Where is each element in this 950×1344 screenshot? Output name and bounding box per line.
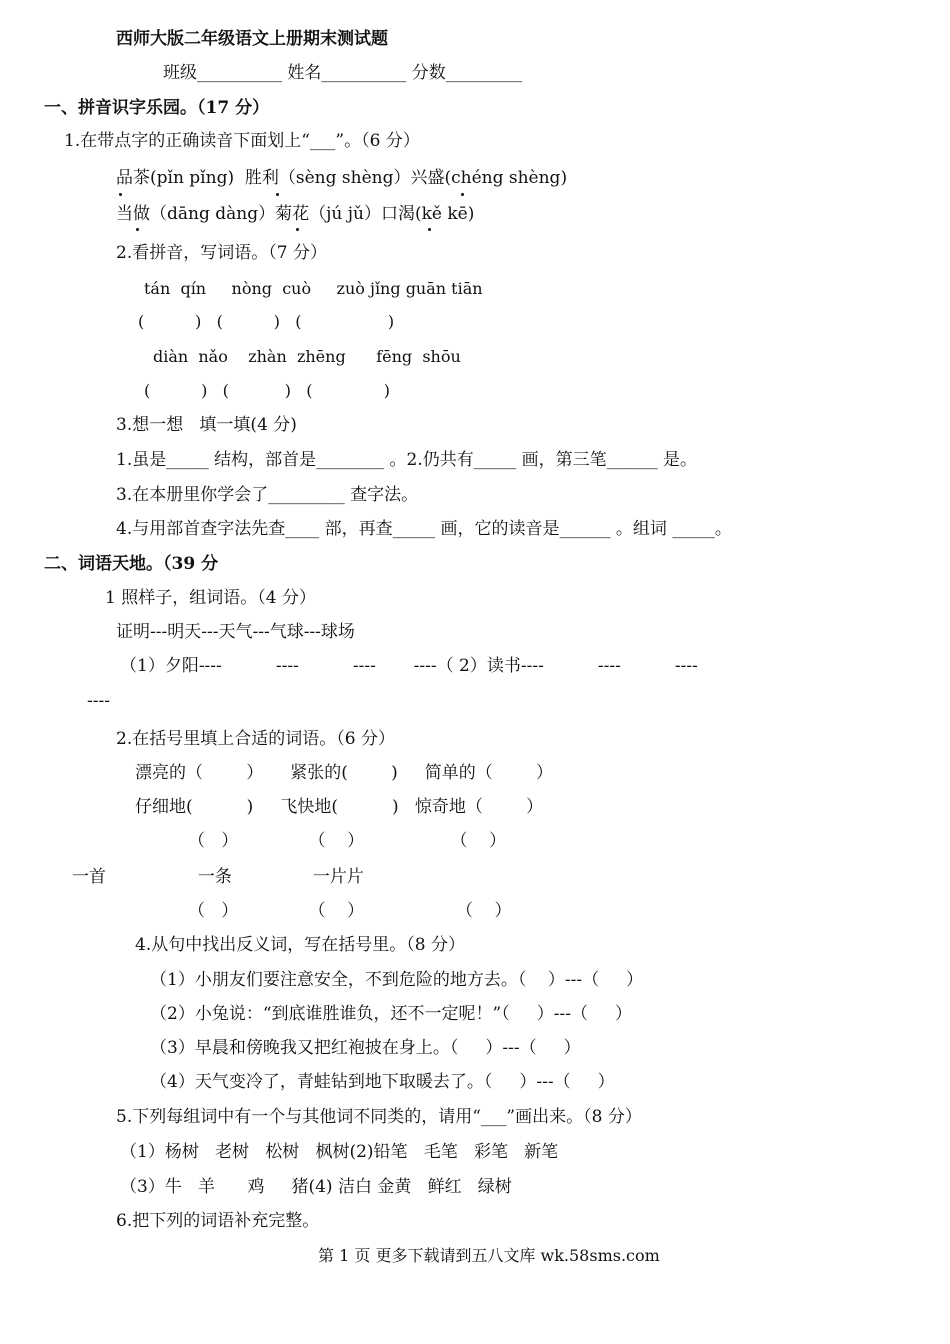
s2-q1-example: 证明---明天---天气---气球---球场: [116, 622, 355, 642]
s2-q1-line1: （1）夕阳---- ---- ---- ----（ 2）读书---- ---- ----: [120, 656, 698, 676]
s2-q4-sentence1: （1）小朋友们要注意安全，不到危险的地方去。（ ）---（ ）: [150, 970, 644, 990]
exam-title: 西师大版二年级语文上册期末测试题: [116, 29, 388, 49]
s2-q4-sentence3: （3）早晨和傍晚我又把红袍披在身上。（ ）---（ ）: [150, 1038, 581, 1058]
s2-q3-words: 一首 一条 一片片: [72, 867, 364, 887]
s2-q6-title: 6.把下列的词语补充完整。: [116, 1211, 320, 1231]
s1-q2-title: 2.看拼音，写词语。（7 分）: [116, 243, 327, 263]
s1-q1-title: 1.在带点字的正确读音下面划上“___”。（6 分）: [64, 131, 420, 151]
emphasis-dot: [428, 228, 431, 231]
s2-q2-line1: 漂亮的（ ） 紧张的( ) 简单的（ ）: [135, 763, 553, 783]
emphasis-dot: [136, 228, 139, 231]
s2-q2-line2: 仔细地( ) 飞快地( ) 惊奇地（ ）: [135, 797, 544, 817]
s2-q1-title: 1 照样子，组词语。（4 分）: [105, 588, 316, 608]
s2-q3-paren-bottom: （ ） （ ） （ ）: [188, 901, 512, 921]
section-1-heading: 一、拼音识字乐园。（17 分）: [44, 98, 270, 118]
page-footer: 第 1 页 更多下载请到五八文库 wk.58sms.com: [318, 1246, 660, 1265]
s2-q5-line1: （1）杨树 老树 松树 枫树(2)铅笔 毛笔 彩笔 新笔: [120, 1142, 559, 1162]
student-info-line: 班级__________ 姓名__________ 分数_________: [163, 63, 523, 83]
s1-q2-pinyin-row1: tán qín nòng cuò zuò jǐng guān tiān: [144, 279, 483, 298]
section-2-heading: 二、词语天地。（39 分: [44, 554, 219, 574]
emphasis-dot: [276, 193, 279, 196]
emphasis-dot: [461, 193, 464, 196]
s1-q2-answer-row1: ( ) ( ) ( ): [138, 312, 395, 331]
s2-q2-title: 2.在括号里填上合适的词语。（6 分）: [116, 729, 395, 749]
s1-q3-line3: 4.与用部首查字法先查____ 部，再查_____ 画，它的读音是______ 。组词 _____。: [116, 519, 732, 539]
s2-q4-sentence2: （2）小兔说：“到底谁胜谁负，还不一定呢！”（ ）---（ ）: [150, 1004, 632, 1024]
s1-q3-title: 3.想一想 填一填(4 分): [116, 415, 297, 435]
s2-q4-sentence4: （4）天气变冷了，青蛙钻到地下取暖去了。（ ）---（ ）: [150, 1072, 615, 1092]
s1-q3-line2: 3.在本册里你学会了_________ 查字法。: [116, 485, 419, 505]
s1-q1-line2: 当做（dāng dàng）菊花（jú jǔ）口渴(kě kē): [116, 204, 475, 224]
s2-q1-line2: ----: [87, 691, 110, 711]
s1-q1-line1: 品茶(pǐn pǐng) 胜利（sèng shèng）兴盛(chéng shèng): [116, 168, 568, 188]
s1-q2-pinyin-row2: diàn nǎo zhàn zhēng fēng shōu: [153, 347, 461, 366]
emphasis-dot: [119, 193, 122, 196]
s2-q4-title: 4.从句中找出反义词，写在括号里。（8 分）: [135, 935, 465, 955]
s1-q2-answer-row2: ( ) ( ) ( ): [144, 381, 390, 400]
emphasis-dot: [296, 228, 299, 231]
s2-q5-line2: （3）牛 羊 鸡 猪(4) 洁白 金黄 鲜红 绿树: [120, 1177, 512, 1197]
s2-q3-paren-top: （ ） （ ） （ ）: [188, 831, 507, 851]
s2-q5-title: 5.下列每组词中有一个与其他词不同类的，请用“___”画出来。（8 分）: [116, 1107, 642, 1127]
s1-q3-line1: 1.虽是_____ 结构，部首是________ 。2.仍共有_____ 画，第三笔______ 是。: [116, 450, 698, 470]
